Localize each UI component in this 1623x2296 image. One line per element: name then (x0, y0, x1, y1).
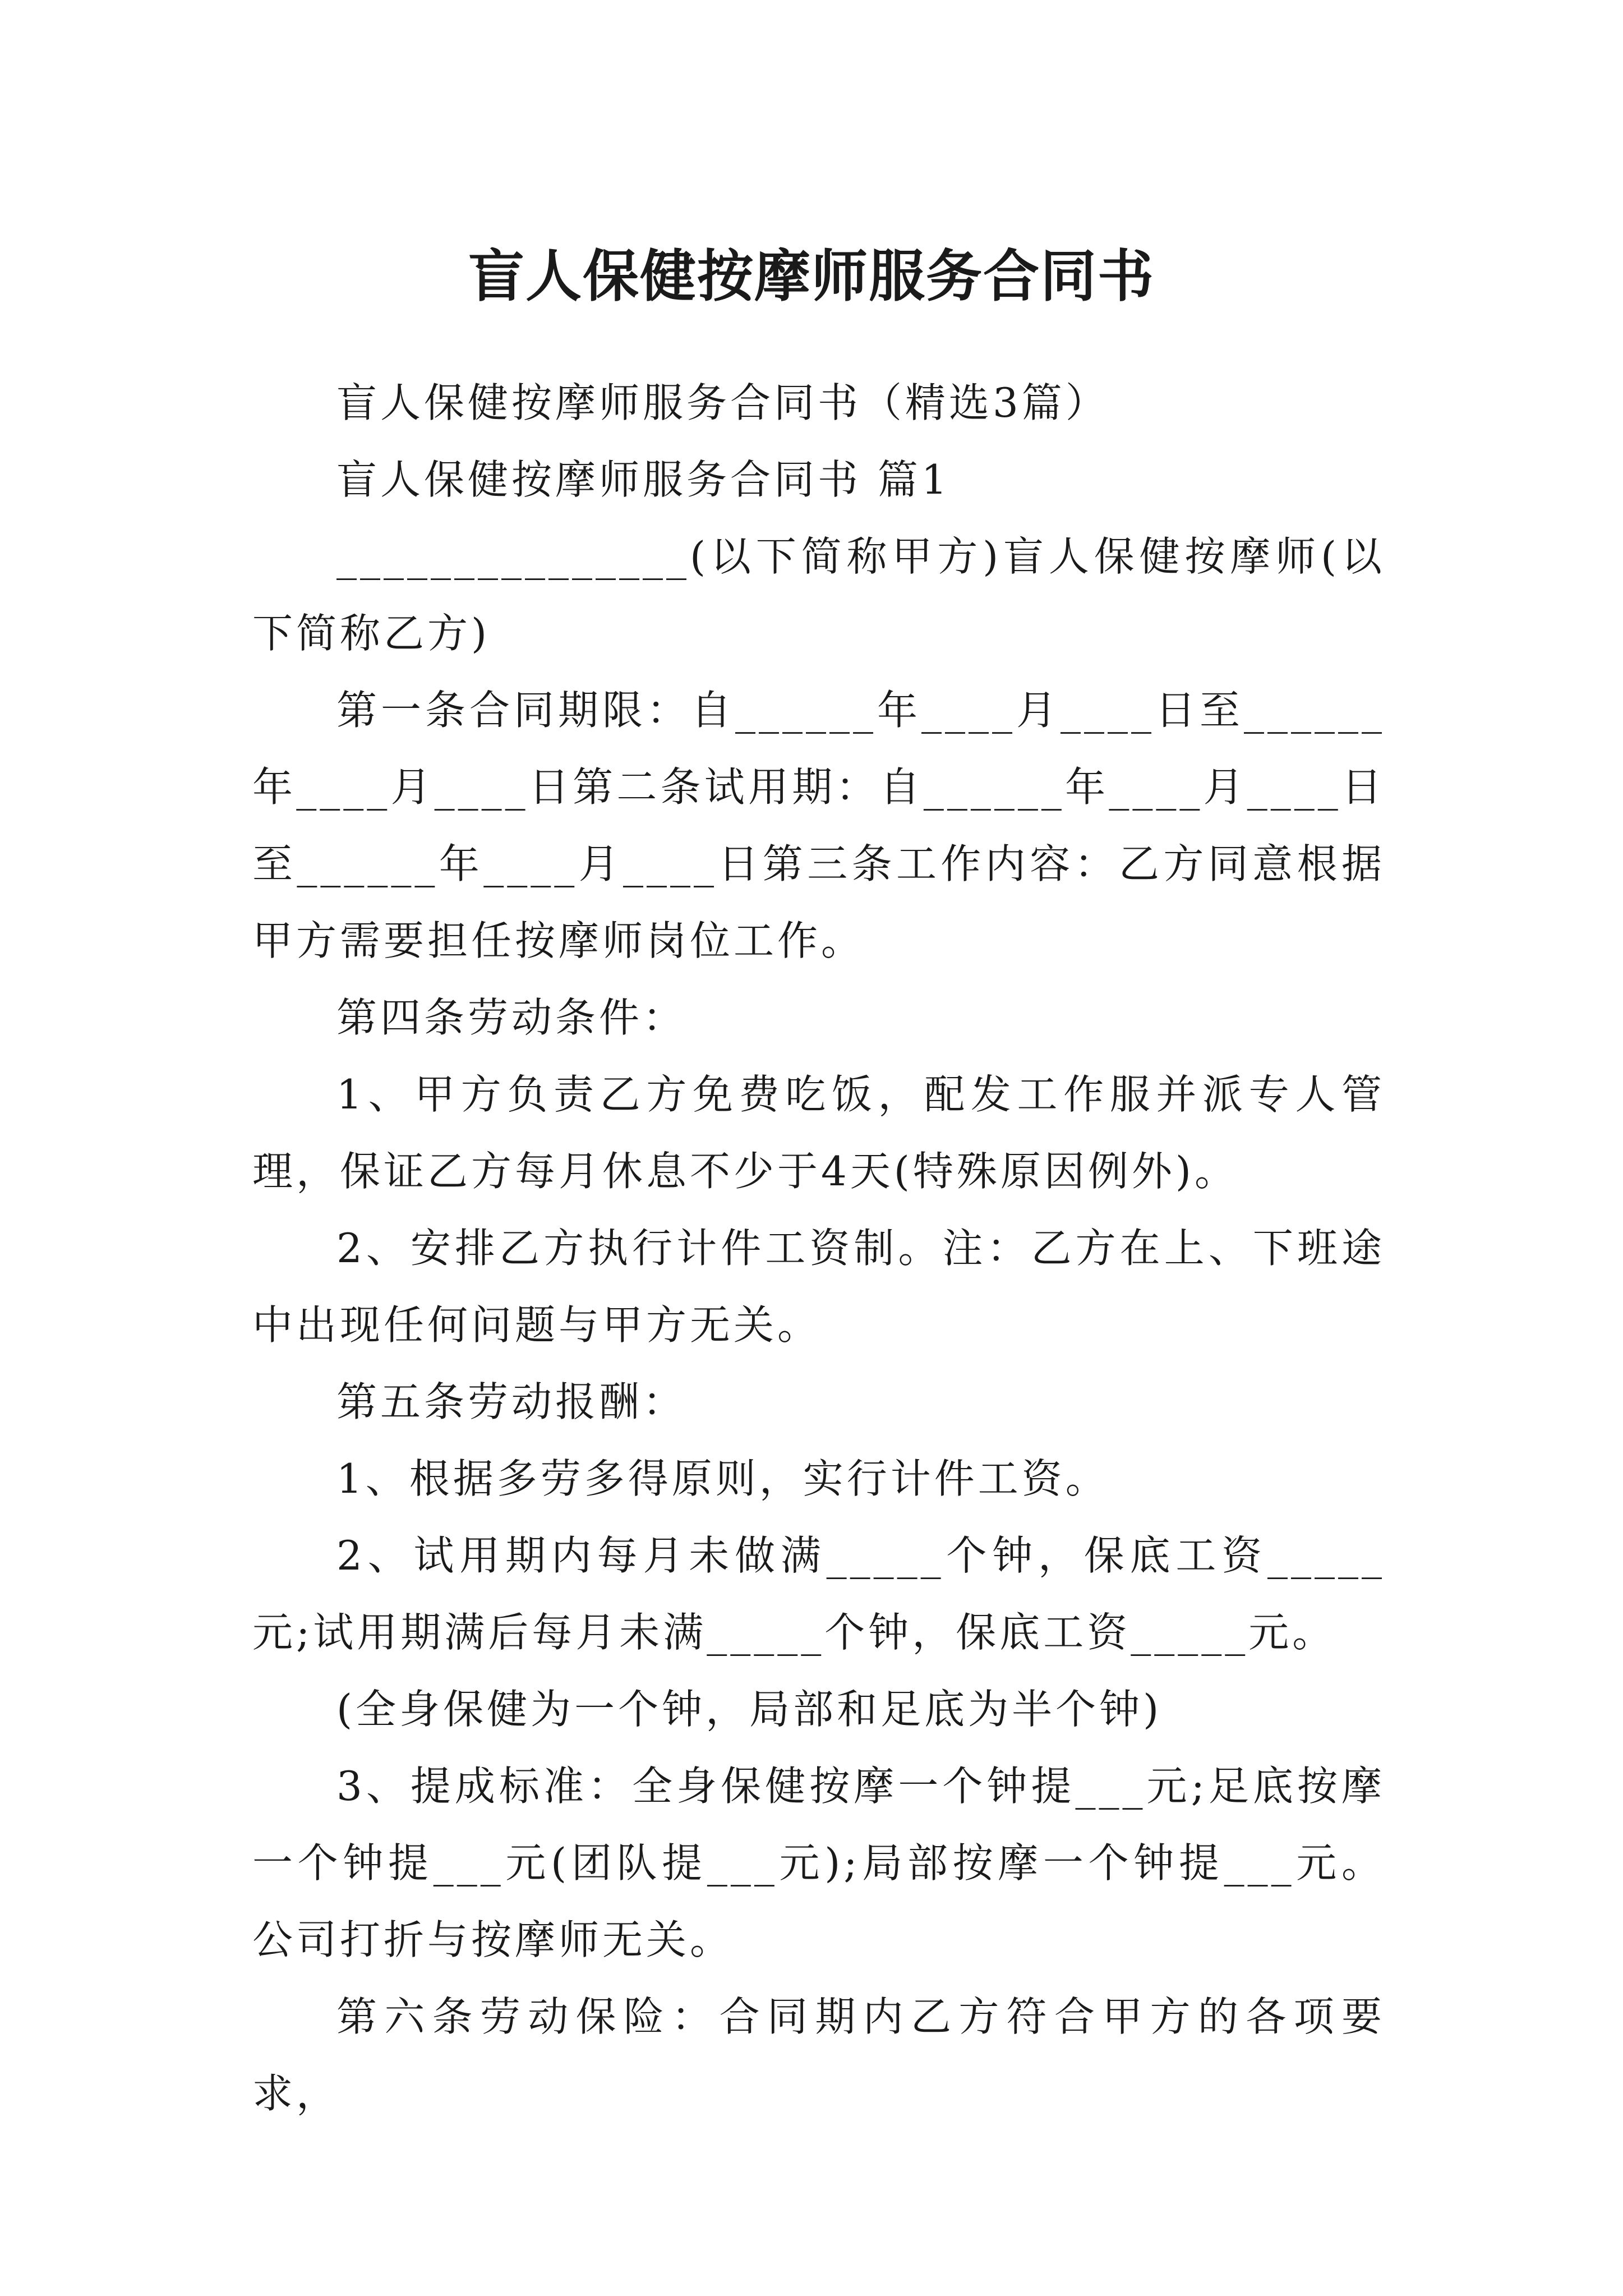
paragraph-articles-1-3: 第一条合同期限：自______年____月____日至______年____月____日第二条试用期：自______年____月____日至______年____月____日第三条工作内容：乙方同意根据甲方需要担任按摩师岗位工作。 (252, 687, 1385, 964)
paragraph-article-6: 第六条劳动保险：合同期内乙方符合甲方的各项要求， (252, 1993, 1385, 2117)
paragraph-section-heading: 盲人保健按摩师服务合同书 篇1 (336, 456, 951, 503)
paragraph-article-5-heading: 第五条劳动报酬： (336, 1378, 687, 1425)
paragraph-article-4-item-1: 1、甲方负责乙方免费吃饭，配发工作服并派专人管理，保证乙方每月休息不少于4天(特殊原因例外)。 (252, 1071, 1385, 1195)
paragraph-article-5-item-1: 1、根据多劳多得原则，实行计件工资。 (336, 1455, 1109, 1502)
paragraph-article-5-item-3: 3、提成标准：全身保健按摩一个钟提___元;足底按摩一个钟提___元(团队提___元);局部按摩一个钟提___元。公司打折与按摩师无关。 (252, 1763, 1385, 1963)
paragraph-subtitle: 盲人保健按摩师服务合同书（精选3篇） (336, 379, 1109, 426)
paragraph-article-4-item-2: 2、安排乙方执行计件工资制。注：乙方在上、下班途中出现任何问题与甲方无关。 (252, 1225, 1385, 1349)
paragraph-parties: _______________(以下简称甲方)盲人保健按摩师(以下简称乙方) (252, 533, 1385, 657)
document-body (252, 365, 1385, 2132)
paragraph-article-5-note: (全身保健为一个钟，局部和足底为半个钟) (336, 1686, 1163, 1733)
paragraph-article-4-heading: 第四条劳动条件： (336, 994, 687, 1041)
document-title: 盲人保健按摩师服务合同书 (468, 243, 1155, 309)
paragraph-article-5-item-2: 2、试用期内每月未做满_____个钟，保底工资_____元;试用期满后每月未满_____个钟，保底工资_____元。 (252, 1532, 1385, 1656)
